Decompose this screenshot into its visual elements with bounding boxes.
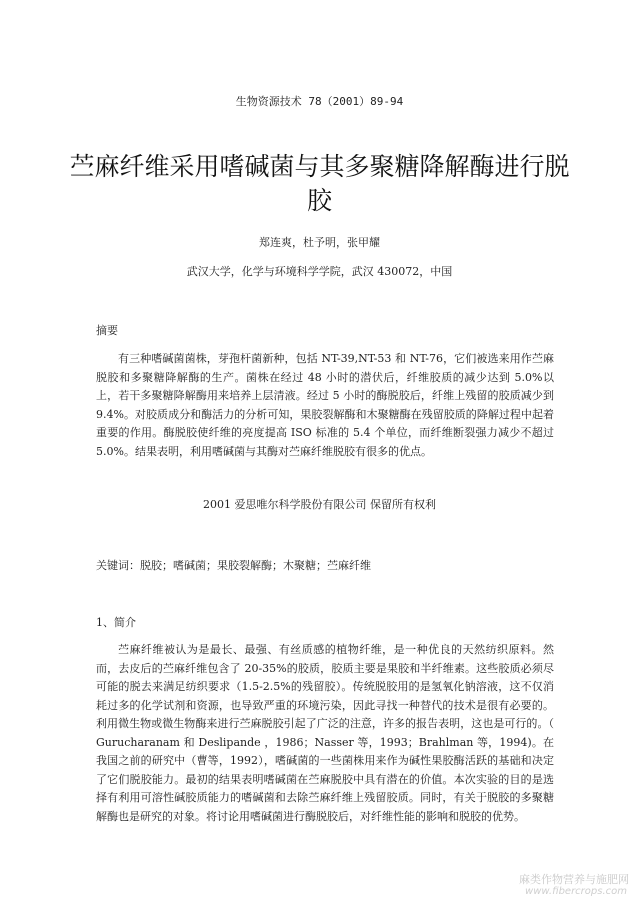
author-list: 郑连爽，杜予明，张甲耀 xyxy=(259,236,380,249)
abstract-heading: 摘要 xyxy=(96,324,118,337)
copyright-notice: 2001 爱思唯尔科学股份有限公司 保留所有权利 xyxy=(203,498,436,511)
affiliation: 武汉大学，化学与环境科学学院，武汉 430072，中国 xyxy=(186,265,453,278)
journal-citation: 生物资源技术 78（2001）89-94 xyxy=(235,95,404,108)
paper-title: 苎麻纤维采用嗜碱菌与其多聚糖降解酶进行脱胶 xyxy=(69,152,570,215)
abstract-text: 有三种嗜碱菌菌株，芽孢杆菌新种，包括 NT-39,NT-53 和 NT-76，它们被选来用作苎麻脱胶和多聚糖降解酶的生产。菌株在经过 48 小时的潜伏后，纤维胶质的减少达到 5.0%以上，若干多聚糖降解酶用来培养上层清液。经过 5 小时的酶脱胶后，纤维上残留的胶质减少到 9.4%。对胶质成分和酶活力的分析可知，果胶裂解酶和木聚糖酶在残留胶质的降解过程中起着重要的作用。酶脱胶使纤维的亮度提高 ISO 标准的 5.4 个单位，而纤维断裂强力减少不超过 5.0%。结果表明，利用嗜碱菌与其酶对苎麻纤维脱胶有很多的优点。 xyxy=(96,352,554,458)
section-heading-introduction: 1、简介 xyxy=(96,616,136,629)
keywords: 关键词：脱胶；嗜碱菌；果胶裂解酶；木聚糖；苎麻纤维 xyxy=(96,559,371,572)
introduction-text: 苎麻纤维被认为是最长、最强、有丝质感的植物纤维，是一种优良的天然纺织原料。然而，去皮后的苎麻纤维包含了 20-35%的胶质，胶质主要是果胶和半纤维素。这些胶质必须尽可能的脱去来满足纺织要求（1.5-2.5%的残留胶）。传统脱胶用的是氢氧化钠溶液，这不仅消耗过多的化学试剂和资源，也导致严重的环境污染，因此寻找一种替代的技术是很有必要的。利用微生物或微生物酶来进行苎麻脱胶引起了广泛的注意，许多的报告表明，这也是可行的。（ Gurucharanam 和 Deslipande ，1986；Nasser 等，1993；Brahlman 等，1994)。在我国之前的研究中（曹等，1992），嗜碱菌的一些菌株用来作为碱性果胶酶活跃的基础和决定了它们脱胶能力。最初的结果表明嗜碱菌在苎麻脱胶中具有潜在的价值。本次实验的目的是选择有利用可溶性碱胶质能力的嗜碱菌和去除苎麻纤维上残留胶质。同时，有关于脱胶的多聚糖解酶也是研究的对象。将讨论用嗜碱菌进行酶脱胶后，对纤维性能的影响和脱胶的优势。 xyxy=(96,643,554,823)
watermark-url: www.fibercrops.com xyxy=(525,886,627,897)
watermark-site-name: 麻类作物营养与施肥网 xyxy=(519,873,629,886)
